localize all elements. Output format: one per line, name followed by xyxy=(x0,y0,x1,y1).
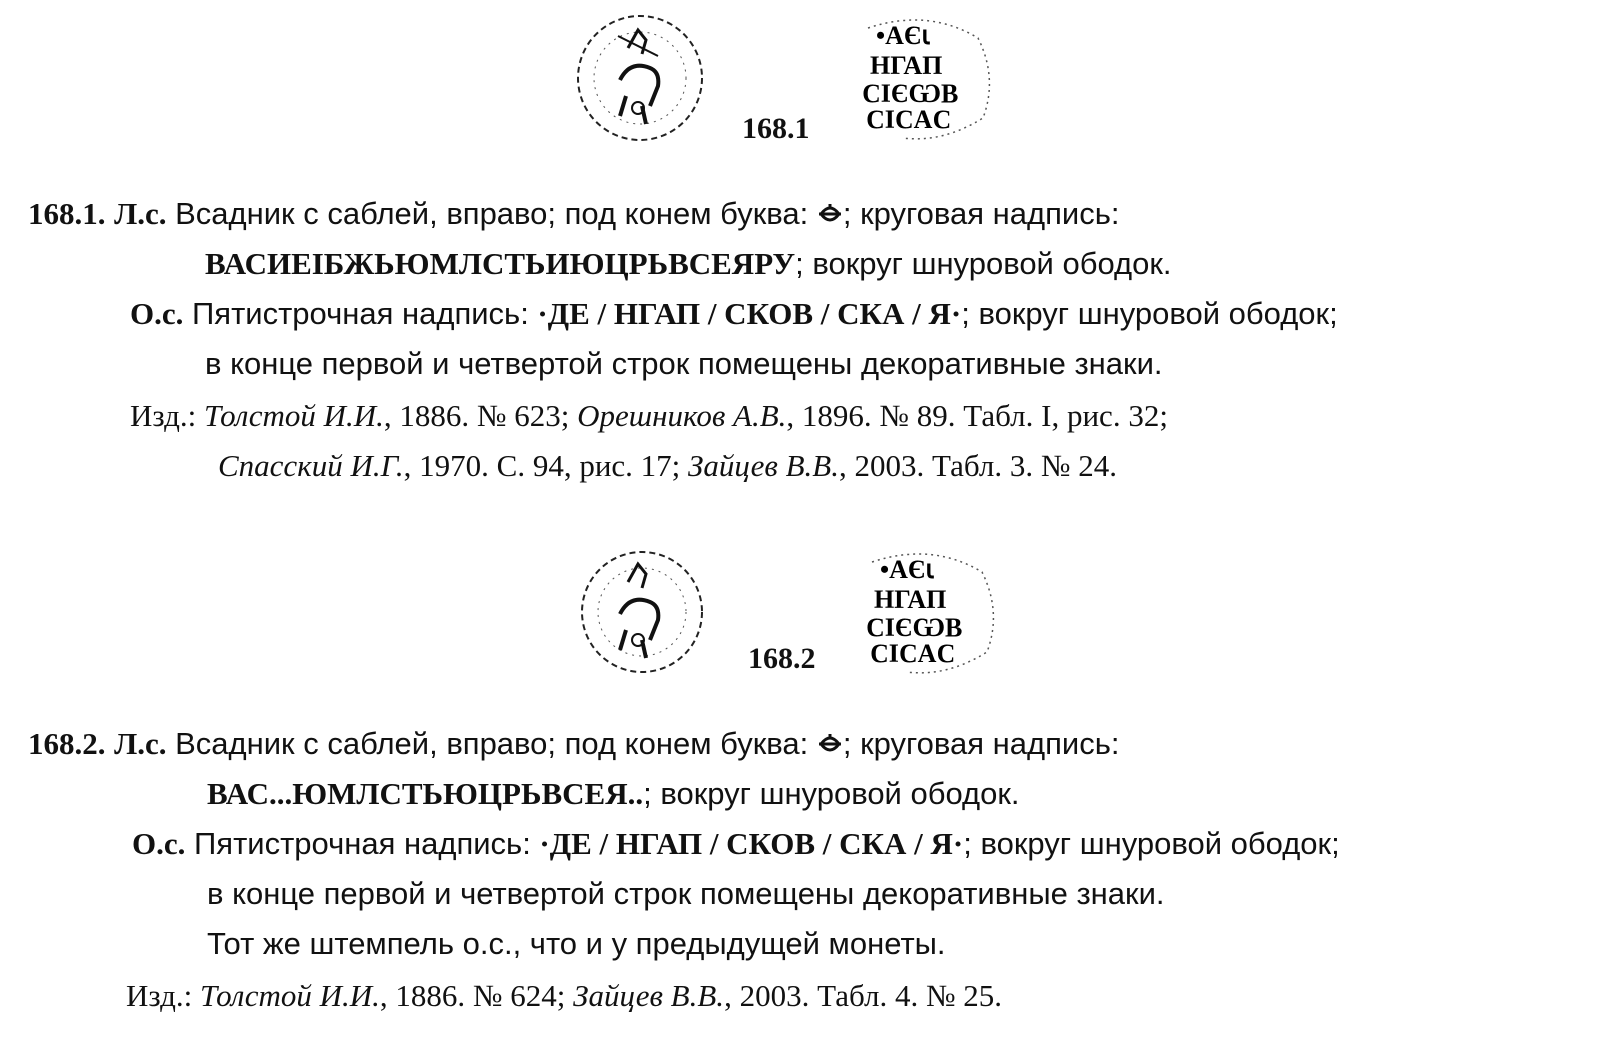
ref-author: Орешников А.В. xyxy=(577,398,787,433)
entry-2-reverse-line-1 xyxy=(132,824,1340,864)
ref-author: Толстой И.И. xyxy=(203,398,384,433)
reverse-label: О.с. xyxy=(132,826,186,861)
entry-1-publications-line-2 xyxy=(218,446,1117,486)
coin-reverse-drawing xyxy=(848,8,998,148)
reverse-text: Пятистрочная надпись: xyxy=(194,826,540,861)
entry-1-obverse-line-2 xyxy=(205,244,1172,284)
reverse-label: О.с. xyxy=(130,296,184,331)
ref-author: Спасский И.Г. xyxy=(218,448,404,483)
obverse-text: Всадник с саблей, вправо; под конем буква: xyxy=(175,726,809,761)
entry-1-obverse-line-1 xyxy=(28,194,1119,234)
svg-text:ΗΓΑΠ: ΗΓΑΠ xyxy=(874,585,947,614)
obverse-text: Всадник с саблей, вправо; под конем буква: xyxy=(175,196,809,231)
ref-text: , 1886. № 623; xyxy=(383,398,578,433)
ref-text: , 2003. Табл. 3. № 24. xyxy=(839,448,1117,483)
obverse-inscription-tail: ; вокруг шнуровой ободок. xyxy=(795,246,1172,281)
entry-2-obverse-line-1 xyxy=(28,724,1119,764)
coin-figure-2 xyxy=(0,538,1600,698)
svg-text:ϹΙϹΑϹ: ϹΙϹΑϹ xyxy=(866,105,952,134)
publications-label: Изд.: xyxy=(130,398,197,433)
ref-author: Зайцев В.В. xyxy=(688,448,839,483)
reverse-inscription: ·ДЕ / НГАП / СКОВ / СКА / Я· xyxy=(537,296,962,331)
reverse-note: Тот же штемпель о.с., что и у предыдущей монеты. xyxy=(207,926,946,961)
svg-text:•ΑЄꙇ: •ΑЄꙇ xyxy=(880,555,935,584)
reverse-inscription: ·ДЕ / НГАП / СКОВ / СКА / Я· xyxy=(539,826,964,861)
obverse-inscription: ВАСИЕІБЖЬЮМЛСТЬИЮЦРЬВСЕЯРУ xyxy=(205,246,796,281)
entry-1-reverse-line-2 xyxy=(205,344,1163,384)
obverse-inscription: ВАС...ЮМЛСТЬЮЦРЬВСЕЯ.. xyxy=(207,776,644,811)
reverse-text-after: ; вокруг шнуровой ободок; xyxy=(963,826,1340,861)
publications-label: Изд.: xyxy=(126,978,193,1013)
ref-text: , 2003. Табл. 4. № 25. xyxy=(724,978,1003,1013)
obverse-label: Л.с. xyxy=(114,726,167,761)
ref-author: Зайцев В.В. xyxy=(573,978,725,1013)
entry-number-dot: . xyxy=(97,726,106,761)
entry-2-reverse-note xyxy=(207,924,946,964)
svg-text:ΗΓΑΠ: ΗΓΑΠ xyxy=(870,51,943,80)
coin-reverse-drawing xyxy=(852,542,1002,682)
figure-label: 168.2 xyxy=(748,642,816,675)
entry-number: 168.2 xyxy=(28,726,98,761)
reverse-text: Пятистрочная надпись: xyxy=(192,296,538,331)
reverse-description: в конце первой и четвертой строк помещены декоративные знаки. xyxy=(205,346,1163,381)
ref-text: , 1970. С. 94, рис. 17; xyxy=(403,448,689,483)
svg-text:ϹΙЄѠΒ: ϹΙЄѠΒ xyxy=(862,79,959,108)
ref-text: , 1886. № 624; xyxy=(379,978,574,1013)
entry-2-publications-line-1 xyxy=(126,976,1002,1016)
reverse-text-after: ; вокруг шнуровой ободок; xyxy=(961,296,1338,331)
ref-author: Толстой И.И. xyxy=(199,978,380,1013)
obverse-text-after: ; круговая надпись: xyxy=(842,196,1120,231)
obverse-label: Л.с. xyxy=(114,196,167,231)
entry-2-obverse-line-2 xyxy=(207,774,1020,814)
figure-label: 168.1 xyxy=(742,112,810,145)
entry-number: 168.1 xyxy=(28,196,98,231)
entry-number-dot: . xyxy=(97,196,106,231)
coin-figure-1 xyxy=(0,0,1600,160)
obverse-text-after: ; круговая надпись: xyxy=(842,726,1120,761)
coin-obverse-drawing xyxy=(570,542,720,682)
svg-text:ϹΙϹΑϹ: ϹΙϹΑϹ xyxy=(870,639,956,668)
ref-text: , 1896. № 89. Табл. I, рис. 32; xyxy=(786,398,1168,433)
svg-text:•ΑЄꙇ: •ΑЄꙇ xyxy=(876,21,931,50)
letter-glyph-icon xyxy=(817,731,843,757)
obverse-inscription-tail: ; вокруг шнуровой ободок. xyxy=(643,776,1020,811)
entry-1-reverse-line-1 xyxy=(130,294,1338,334)
reverse-description: в конце первой и четвертой строк помещены декоративные знаки. xyxy=(207,876,1165,911)
letter-glyph-icon xyxy=(817,201,843,227)
coin-obverse-drawing xyxy=(568,8,718,148)
entry-1-publications-line-1 xyxy=(130,396,1168,436)
svg-text:ϹΙЄѠΒ: ϹΙЄѠΒ xyxy=(866,613,963,642)
entry-2-reverse-line-2 xyxy=(207,874,1165,914)
